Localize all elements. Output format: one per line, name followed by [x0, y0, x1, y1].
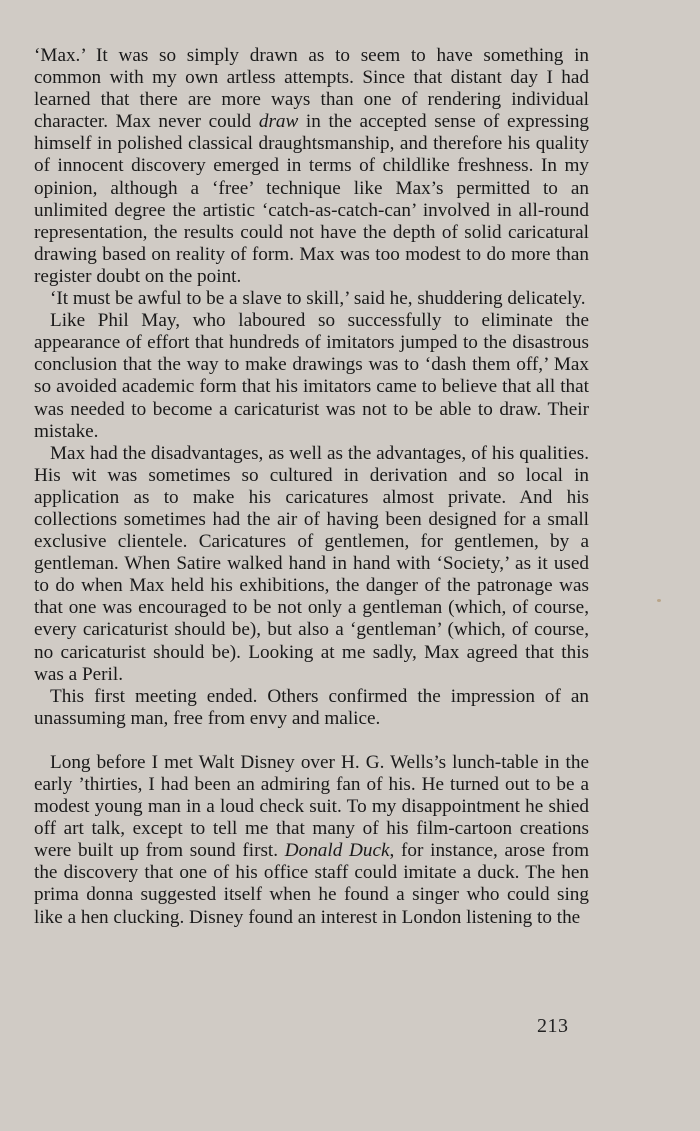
paragraph-walt-disney: Long before I met Walt Disney over H. G. Wells’s lunch-table in the early ’thirties, I had been an admiring fan of his. He turned out to be a modest young man in a loud check suit. To my disappointment he shied off art talk, except to tell me that many of his film-cartoon creations were built up from sound first. Donald Duck, for instance, arose from the discovery that one of his office staff could imitate a duck. The hen prima donna suggested itself when he found a singer who could sing like a hen clucking. Disney found an interest in London listening to the [34, 751, 589, 928]
paragraph-first-meeting: This first meeting ended. Others confirmed the impression of an unassuming man, free from envy and malice. [34, 685, 589, 729]
paragraph-max-drawing: ‘Max.’ It was so simply drawn as to seem to have something in common with my own artless attempts. Since that distant day I had learned that there are more ways than one of rendering individual character. Max never could draw in the accepted sense of expressing himself in polished classical draughtsmanship, and therefore his quality of innocent discovery emerged in terms of childlike freshness. In my opinion, although a ‘free’ technique like Max’s permitted to an unlimited degree the artistic ‘catch-as-catch-can’ involved in all-round representation, the results could not have the depth of solid caricatural drawing based on reality of form. Max was too modest to do more than register doubt on the point. [34, 45, 590, 287]
section-break [34, 730, 589, 752]
page-number: 213 [537, 1015, 569, 1037]
paragraph-slave-to-skill: ‘It must be awful to be a slave to skill,’ said he, shuddering delicately. [50, 288, 586, 310]
body-text [34, 45, 589, 929]
paragraph-phil-may: Like Phil May, who laboured so successfully to eliminate the appearance of effort that hundreds of imitators jumped to the disastrous conclusion that the way to make drawings was to ‘dash them off,’ Max so avoided academic form that his imitators came to believe that all that was needed to become a caricaturist was not to be able to draw. Their mistake. [34, 310, 589, 442]
paragraph-disadvantages: Max had the disadvantages, as well as the advantages, of his qualities. His wit was sometimes so cultured in derivation and so local in application as to make his caricatures almost private. And his collections sometimes had the air of having been designed for a small exclusive clientele. Caricatures of gentlemen, for gentlemen, by a gentleman. When Satire walked hand in hand with ‘Society,’ as it used to do when Max held his exhibitions, the danger of the patronage was that one was encouraged to be not only a gentleman (which, of course, every caricaturist should be), but also a ‘gentleman’ (which, of course, no caricaturist should be). Looking at me sadly, Max agreed that this was a Peril. [34, 442, 589, 685]
paper-speck [657, 599, 661, 602]
